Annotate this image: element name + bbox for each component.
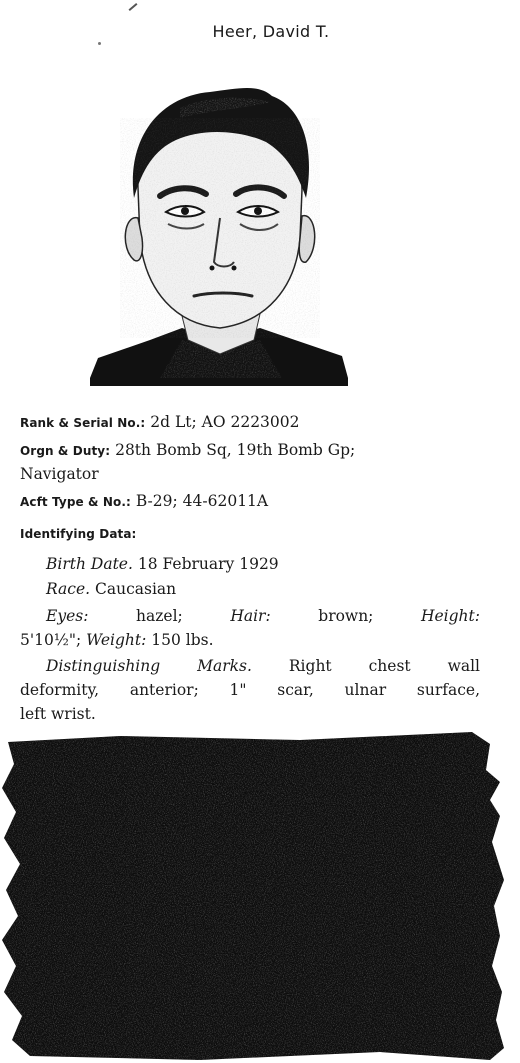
- rank-serial-line: [20, 412, 490, 434]
- distinguishing-marks-label: Distinguishing Marks.: [46, 657, 252, 675]
- distinguishing-marks-line-2: deformity, anterior; 1" scar, ulnar surface,: [20, 681, 480, 699]
- height-weight-line: [20, 630, 490, 651]
- physical-description-line: [20, 606, 480, 627]
- rank-serial-value: 2d Lt; AO 2223002: [150, 413, 300, 431]
- hair-value: brown;: [318, 607, 374, 625]
- orgn-duty-line: [20, 440, 490, 462]
- acft-type-label: Acft Type & No.:: [20, 495, 131, 509]
- distinguishing-marks-line: [20, 656, 480, 677]
- race-value: Caucasian: [95, 580, 177, 598]
- acft-type-line: [20, 491, 490, 513]
- identifying-data-label: Identifying Data:: [20, 527, 137, 541]
- race-line: [20, 579, 516, 600]
- stray-pen-mark: [129, 3, 138, 11]
- distinguishing-marks-line-3: left wrist.: [20, 705, 96, 723]
- eyes-label: Eyes:: [46, 607, 89, 625]
- acft-type-value: B-29; 44-62011A: [135, 492, 269, 510]
- birth-date-value: 18 February 1929: [137, 555, 279, 573]
- orgn-duty-continuation: Navigator: [20, 465, 99, 483]
- height-label: Height:: [420, 607, 480, 625]
- race-label: Race.: [46, 580, 91, 598]
- stray-dot: [98, 42, 101, 45]
- eyes-value: hazel;: [136, 607, 183, 625]
- weight-label: Weight:: [86, 631, 147, 649]
- birth-date-line: [20, 554, 516, 575]
- weight-value: 150 lbs.: [151, 631, 214, 649]
- distinguishing-marks-value-1: Right chest wall: [288, 657, 481, 675]
- redacted-block: [0, 730, 520, 1063]
- rank-serial-label: Rank & Serial No.:: [20, 416, 146, 430]
- portrait-photo: [90, 78, 352, 386]
- orgn-duty-label: Orgn & Duty:: [20, 444, 111, 458]
- orgn-duty-value: 28th Bomb Sq, 19th Bomb Gp;: [115, 441, 356, 459]
- hair-label: Hair:: [230, 607, 271, 625]
- birth-date-label: Birth Date.: [46, 555, 133, 573]
- person-name-header: Heer, David T.: [212, 22, 330, 41]
- height-value: 5'10½";: [20, 631, 82, 649]
